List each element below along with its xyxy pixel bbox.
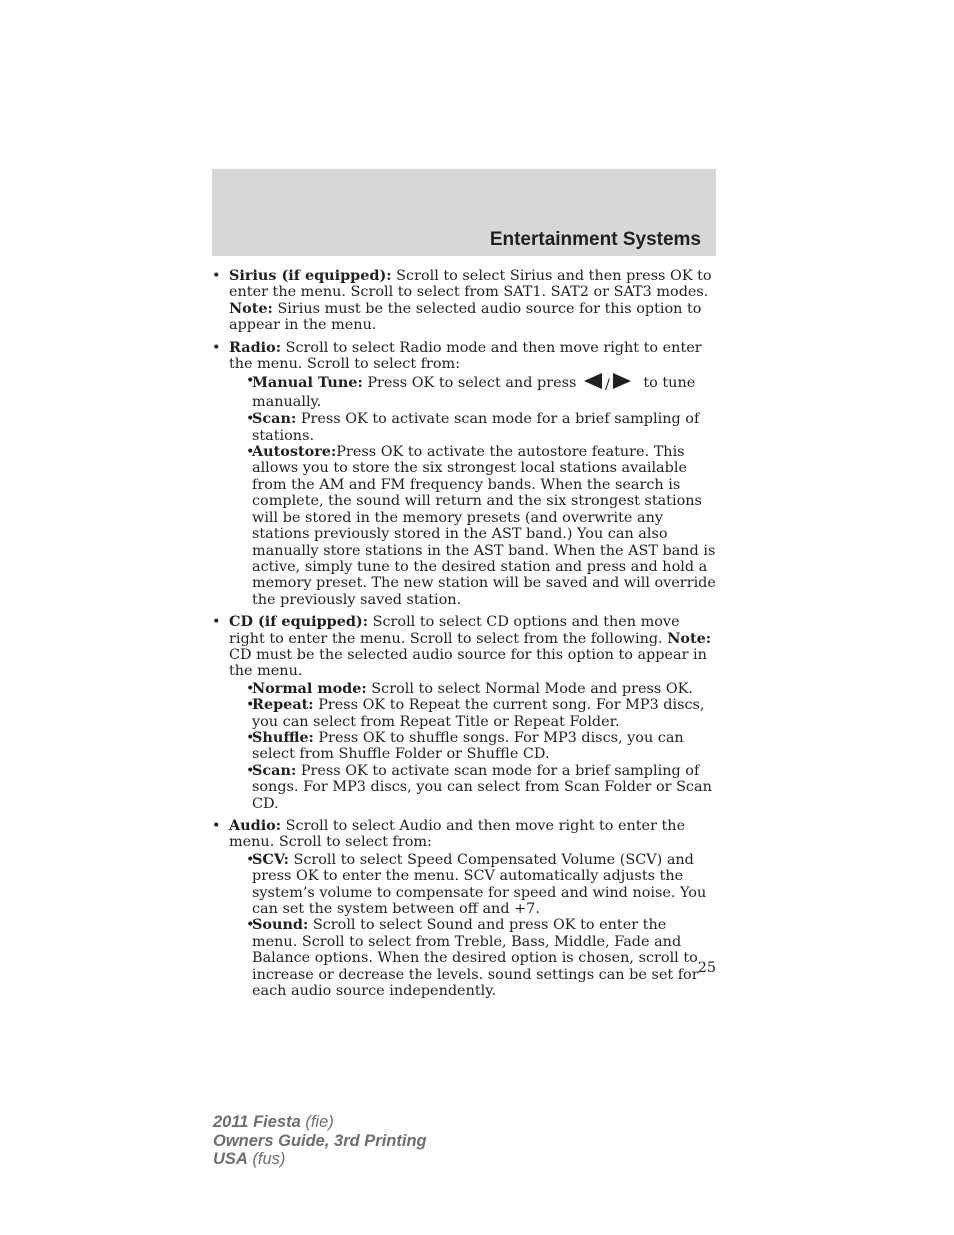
- item-text: Scroll to select Radio mode and then move right to enter the menu. Scroll to select from:: [229, 339, 702, 373]
- bullet: •: [212, 268, 221, 284]
- feature-list: [212, 268, 716, 999]
- item-text: Press OK to activate the autostore feature. This allows you to store the six strongest local stations available from the AM and FM frequency bands. When the search is complete, the sound will return and the six strongest stations will be stored in the memory presets (and overwrite any stations previously stored in the AST band.) You can also manually store stations in the AST band. When the AST band is active, simply tune to the desired station and press and hold a memory preset. The new station will be saved and will override the previously saved station.: [252, 444, 716, 608]
- cd-sublist: [229, 681, 716, 812]
- item-label: Shuffle:: [252, 728, 314, 746]
- item-text: Press OK to Repeat the current song. For MP3 discs, you can select from Repeat Title or Repeat Folder.: [252, 697, 705, 730]
- item-text: Press OK to select and press: [362, 375, 581, 392]
- footer-line-guide: [213, 1132, 427, 1151]
- footer-market: USA: [213, 1150, 248, 1168]
- item-text: Scroll to select Sirius and then press OK to enter the menu. Scroll to select from SAT1. SAT2 or SAT3 modes.: [229, 268, 712, 301]
- item-label: Scan:: [252, 410, 297, 428]
- item-text: Scroll to select Normal Mode and press OK.: [366, 680, 693, 697]
- right-arrow-icon: [613, 373, 631, 389]
- left-arrow-icon: [584, 373, 602, 389]
- audio-sublist: [229, 852, 716, 1000]
- bullet: •: [246, 373, 255, 390]
- footer-line-market: [213, 1150, 427, 1169]
- sublist-item-shuffle: [229, 730, 716, 763]
- radio-sublist: [229, 373, 716, 608]
- item-label: Audio:: [229, 817, 282, 834]
- note-label: Note:: [667, 629, 712, 647]
- bullet: •: [246, 729, 255, 746]
- bullet: •: [246, 762, 255, 779]
- sublist-item-manual-tune: [229, 373, 716, 410]
- header-band: [212, 169, 716, 256]
- item-label: Radio:: [229, 338, 282, 356]
- footer-model-code: (fie): [300, 1113, 334, 1131]
- bullet: •: [246, 697, 255, 714]
- page-number: 25: [697, 960, 716, 976]
- list-item-radio: [212, 340, 716, 609]
- item-text: Press OK to activate scan mode for a brief sampling of stations.: [252, 411, 700, 444]
- footer-guide: Owners Guide, 3rd Printing: [213, 1131, 427, 1150]
- footer-line-model: [213, 1113, 427, 1132]
- list-item-cd: [212, 614, 716, 812]
- bullet: •: [212, 339, 221, 356]
- seek-arrows: [584, 373, 631, 393]
- item-label: SCV:: [252, 850, 289, 868]
- sublist-item-scan: [229, 763, 716, 812]
- note-label: Note:: [229, 299, 273, 317]
- sublist-item-autostore: [229, 444, 716, 608]
- arrow-separator: /: [604, 377, 610, 394]
- sublist-item-scv: [229, 852, 716, 918]
- item-text: Scroll to select CD options and then move right to enter the menu. Scroll to select from the following.: [229, 614, 680, 647]
- item-text: Press OK to activate scan mode for a brief sampling of songs. For MP3 discs, you can select from Scan Folder or Scan CD.: [252, 762, 712, 812]
- bullet: •: [212, 818, 221, 834]
- item-label: Sound:: [252, 916, 309, 934]
- bullet: •: [246, 917, 255, 934]
- item-label: Sirius (if equipped):: [229, 267, 392, 284]
- item-label: Repeat:: [252, 696, 314, 714]
- sublist-item-sound: [229, 917, 716, 999]
- item-label: Normal mode:: [252, 679, 367, 697]
- note-text: Sirius must be the selected audio source for this option to appear in the menu.: [229, 300, 702, 334]
- item-text: to tune manually.: [252, 375, 696, 410]
- footer: [213, 1113, 427, 1169]
- list-item-sirius: [212, 268, 716, 334]
- item-label: Manual Tune:: [252, 374, 363, 392]
- note-text: CD must be the selected audio source for this option to appear in the menu.: [229, 646, 707, 680]
- item-label: Scan:: [252, 761, 297, 779]
- item-label: CD (if equipped):: [229, 613, 369, 631]
- page-content: [212, 268, 716, 1005]
- item-label: Autostore:: [252, 443, 337, 461]
- bullet: •: [212, 614, 221, 631]
- sublist-item-scan: [229, 411, 716, 444]
- bullet: •: [246, 680, 255, 697]
- item-text: Scroll to select Speed Compensated Volume (SCV) and press OK to enter the menu. SCV automatically adjusts the system’s volume to compensate for speed and wind noise. You can set the system between off and +7.: [252, 851, 707, 918]
- footer-market-code: (fus): [247, 1150, 286, 1168]
- item-text: Scroll to select Audio and then move right to enter the menu. Scroll to select from:: [229, 818, 686, 851]
- item-text: Press OK to shuffle songs. For MP3 discs, you can select from Shuffle Folder or Shuffle CD.: [252, 729, 684, 763]
- footer-model: 2011 Fiesta: [213, 1113, 301, 1131]
- list-item-audio: [212, 818, 716, 999]
- sublist-item-repeat: [229, 697, 716, 730]
- bullet: •: [246, 444, 255, 461]
- bullet: •: [246, 851, 255, 868]
- item-text: Scroll to select Sound and press OK to enter the menu. Scroll to select from Treble, Bass, Middle, Fade and Balance options. When the desired option is chosen, scroll to increase or decrease the levels. sound settings can be set for each audio source independently.: [252, 917, 699, 1000]
- sublist-item-normal-mode: [229, 681, 716, 697]
- section-title: Entertainment Systems: [489, 229, 701, 250]
- bullet: •: [246, 411, 255, 428]
